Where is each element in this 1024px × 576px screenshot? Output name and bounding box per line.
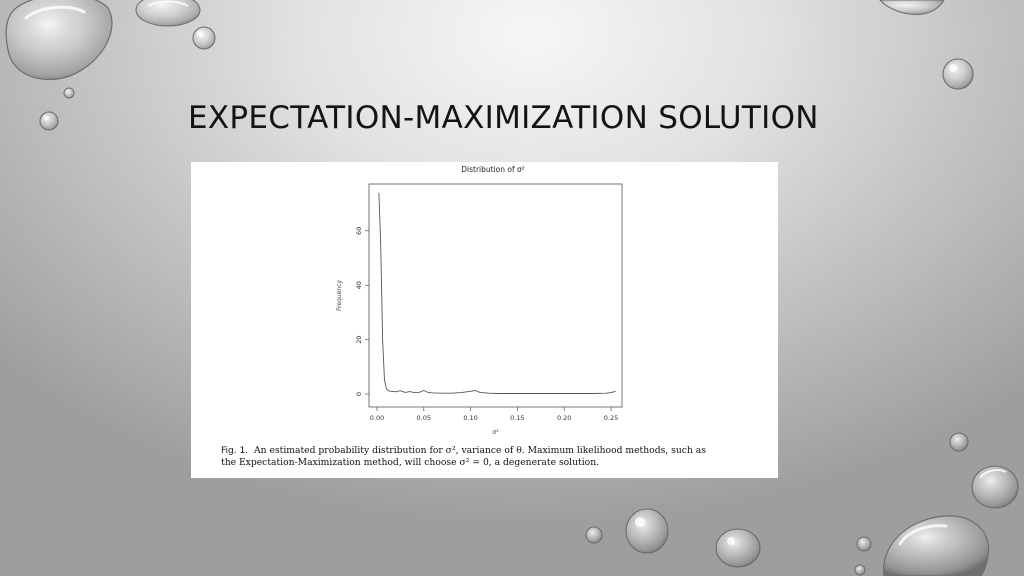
droplet [586,527,602,543]
droplet [716,529,760,567]
caption-line-1 [221,445,761,457]
droplet [857,537,871,551]
x-axis-label: σ² [492,429,499,436]
droplet [193,27,215,49]
y-axis-label: Frequency [336,280,343,311]
slide-title: EXPECTATION-MAXIMIZATION SOLUTION [188,100,819,136]
droplet [972,466,1018,508]
caption-label: Fig. 1. [221,446,249,456]
droplet [64,88,74,98]
figure-image [191,162,778,478]
series-line [379,193,616,394]
chart-title: Distribution of σ² [461,165,525,174]
droplet [880,0,944,14]
droplet [855,565,865,575]
x-tick-label: 0.00 [369,414,385,422]
y-tick-label: 20 [355,335,363,344]
x-tick-label: 0.20 [556,414,572,422]
droplet [943,59,973,89]
distribution-chart [191,162,778,478]
droplet [626,509,668,553]
figure-caption [221,445,761,469]
caption-text-2: the Expectation-Maximization method, will choose σ² = 0, a degenerate solution. [221,457,600,468]
droplet [884,516,989,576]
x-tick-label: 0.15 [510,414,525,422]
x-tick-label: 0.10 [463,414,478,422]
caption-text-1: An estimated probability distribution for σ², variance of θ. Maximum likelihood methods, such as [254,445,706,456]
droplet [6,0,112,80]
droplet [40,112,58,130]
droplet [136,0,200,26]
y-tick-label: 60 [355,226,363,235]
droplet [950,433,968,451]
y-tick-label: 0 [355,391,363,397]
y-tick-label: 40 [355,281,363,290]
x-tick-label: 0.25 [603,414,619,422]
plot-frame [369,184,622,407]
x-tick-label: 0.05 [416,414,432,422]
